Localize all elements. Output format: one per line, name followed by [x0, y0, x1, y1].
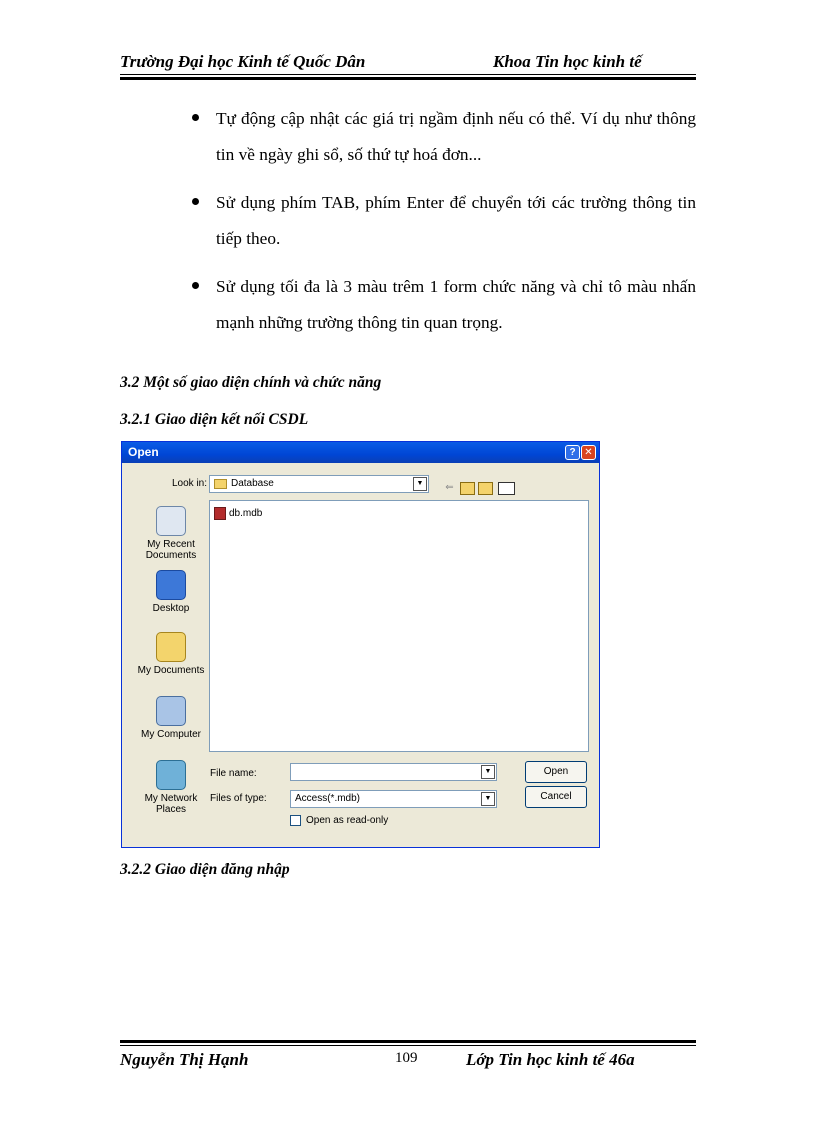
readonly-checkbox[interactable] [290, 815, 301, 826]
help-button[interactable]: ? [565, 445, 580, 460]
bullet-text: Sử dụng phím TAB, phím Enter để chuyển tới các trường thông tin tiếp theo. [216, 193, 696, 248]
new-folder-icon[interactable] [478, 482, 493, 495]
chevron-down-icon[interactable]: ▼ [481, 792, 495, 806]
place-label: My Network Places [144, 793, 198, 815]
file-type-value: Access(*.mdb) [295, 793, 361, 804]
subsection-heading: 3.2.1 Giao diện kết nối CSDL [120, 411, 309, 428]
recent-documents-icon [156, 506, 186, 536]
place-desktop[interactable] [132, 570, 210, 614]
bullet-text: Tự động cập nhật các giá trị ngầm định nếu có thể. Ví dụ như thông tin về ngày ghi sổ, số thứ tự hoá đơn... [216, 109, 696, 164]
footer-rule-thin [120, 1045, 696, 1046]
place-label: My Documents [137, 665, 205, 676]
section-heading: 3.2 Một số giao diện chính và chức năng [120, 374, 382, 391]
file-name: db.mdb [229, 508, 263, 520]
network-places-icon [156, 760, 186, 790]
subsection-heading: 3.2.2 Giao diện đăng nhập [120, 861, 290, 878]
place-my-network-places[interactable] [132, 760, 210, 815]
file-name-label: File name: [210, 768, 257, 779]
header-rule-thin [120, 74, 696, 75]
bullet-dot-icon [192, 198, 199, 205]
bullet-text: Sử dụng tối đa là 3 màu trêm 1 form chức năng và chỉ tô màu nhấn mạnh những trường thông tin quan trọng. [216, 277, 696, 332]
places-bar [132, 498, 210, 838]
access-file-icon [214, 507, 226, 520]
bullet-item [190, 269, 696, 341]
look-in-value: Database [231, 478, 274, 489]
list-item[interactable] [214, 507, 262, 520]
bullet-item [190, 185, 696, 257]
look-in-select[interactable] [209, 475, 429, 493]
look-in-label: Look in: [172, 478, 208, 489]
dialog-title: Open [128, 445, 159, 459]
place-my-computer[interactable] [132, 696, 210, 740]
place-label: My Computer [140, 729, 201, 740]
dialog-titlebar [122, 442, 599, 463]
up-folder-icon[interactable] [460, 482, 475, 495]
file-type-label: Files of type: [210, 793, 267, 804]
bullet-dot-icon [192, 114, 199, 121]
header-university: Trường Đại học Kinh tế Quốc Dân [120, 52, 366, 71]
open-button[interactable]: Open [525, 761, 587, 783]
cancel-button[interactable]: Cancel [525, 786, 587, 808]
place-my-documents[interactable] [132, 632, 210, 676]
view-menu-icon[interactable] [498, 482, 515, 495]
chevron-down-icon[interactable]: ▼ [413, 477, 427, 491]
file-name-input[interactable] [290, 763, 497, 781]
bullet-list [190, 101, 696, 353]
readonly-label: Open as read-only [306, 815, 389, 826]
file-list[interactable] [209, 500, 589, 752]
page-number: 109 [395, 1050, 418, 1066]
footer-rule-thick [120, 1040, 696, 1043]
footer-class: Lớp Tin học kinh tế 46a [466, 1050, 635, 1069]
folder-icon [214, 479, 227, 489]
place-my-recent-documents[interactable] [132, 506, 210, 561]
close-button[interactable]: ✕ [581, 445, 596, 460]
file-type-select[interactable] [290, 790, 497, 808]
bullet-item [190, 101, 696, 173]
back-arrow-icon[interactable]: ⇐ [445, 482, 454, 493]
my-documents-icon [156, 632, 186, 662]
bullet-dot-icon [192, 282, 199, 289]
open-dialog [121, 441, 600, 848]
place-label: Desktop [152, 603, 190, 614]
my-computer-icon [156, 696, 186, 726]
place-label: My Recent Documents [145, 539, 197, 561]
header-rule-thick [120, 77, 696, 80]
header-faculty: Khoa Tin học kinh tế [493, 52, 642, 71]
footer-author: Nguyễn Thị Hạnh [120, 1050, 249, 1069]
chevron-down-icon[interactable]: ▼ [481, 765, 495, 779]
desktop-icon [156, 570, 186, 600]
